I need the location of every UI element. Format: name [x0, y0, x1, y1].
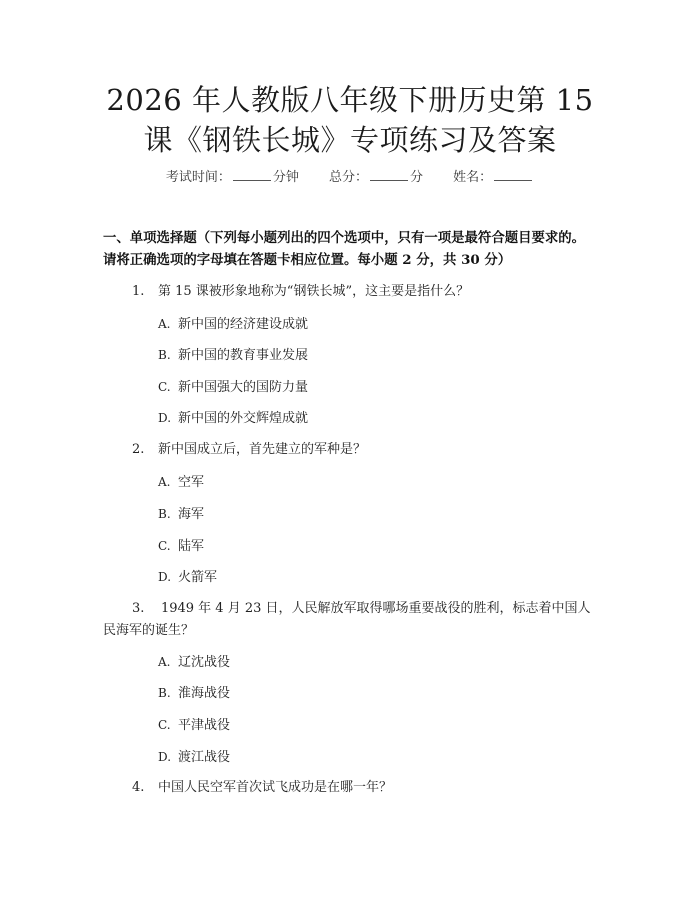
option-text: 火箭军: [178, 570, 218, 585]
q3-option-b: [158, 682, 230, 705]
option-letter: D.: [158, 750, 172, 764]
q3-option-a: [158, 651, 230, 674]
name-label: 姓名：: [453, 170, 493, 185]
option-text: 新中国的教育事业发展: [178, 348, 309, 363]
option-text: 淮海战役: [178, 686, 231, 701]
question-4: [132, 777, 602, 799]
q1-option-a: [158, 313, 308, 336]
option-letter: A.: [158, 475, 171, 489]
option-text: 空军: [178, 475, 205, 490]
question-text: 新中国成立后，首先建立的军种是？: [158, 442, 367, 457]
section-heading: 一、单项选择题（下列每小题列出的四个选项中，只有一项是最符合题目要求的。请将正确选项的字母填在答题卡相应位置。每小题 2 分，共 30 分）: [103, 230, 586, 268]
option-text: 渡江战役: [178, 750, 231, 765]
score-blank: [370, 168, 408, 181]
question-text: 第 15 课被形象地称为“钢铁长城”，这主要是指什么？: [158, 284, 470, 299]
exam-meta-line: [0, 166, 700, 185]
name-blank: [494, 168, 532, 181]
question-number: 1.: [132, 284, 145, 299]
student-name-field: [453, 170, 534, 185]
q2-option-a: [158, 471, 204, 494]
q3-option-c: [158, 714, 230, 737]
option-text: 辽沈战役: [178, 655, 231, 670]
option-letter: C.: [158, 539, 171, 553]
q2-option-b: [158, 503, 204, 526]
option-letter: C.: [158, 380, 171, 394]
option-letter: D.: [158, 411, 172, 425]
question-3: [103, 598, 595, 642]
option-text: 新中国强大的国防力量: [178, 380, 309, 395]
total-score-field: [329, 170, 427, 185]
q3-option-d: [158, 746, 230, 769]
option-text: 新中国的外交辉煌成就: [178, 411, 309, 426]
option-letter: D.: [158, 570, 172, 584]
question-number: 3.: [132, 601, 145, 616]
option-letter: B.: [158, 507, 171, 521]
option-text: 海军: [178, 507, 205, 522]
option-letter: C.: [158, 718, 171, 732]
question-2: [132, 439, 602, 461]
option-letter: A.: [158, 317, 171, 331]
option-letter: B.: [158, 686, 171, 700]
option-text: 平津战役: [178, 718, 231, 733]
q1-option-c: [158, 376, 308, 399]
question-text: 1949 年 4 月 23 日，人民解放军取得哪场重要战役的胜利，标志着中国人民海军的诞生？: [103, 601, 591, 638]
question-number: 2.: [132, 442, 145, 457]
question-text: 中国人民空军首次试飞成功是在哪一年？: [158, 780, 393, 795]
q1-option-b: [158, 344, 308, 367]
exam-time-field: [166, 170, 303, 185]
q2-option-d: [158, 566, 217, 589]
option-text: 新中国的经济建设成就: [178, 317, 309, 332]
score-label: 总分：: [328, 170, 368, 185]
time-label: 考试时间：: [165, 170, 231, 185]
question-1: [132, 281, 602, 303]
q2-option-c: [158, 535, 204, 558]
document-title: 2026 年人教版八年级下册历史第 15 课《钢铁长城》专项练习及答案: [106, 83, 594, 157]
option-text: 陆军: [178, 539, 205, 554]
option-letter: B.: [158, 348, 171, 362]
question-number: 4.: [132, 780, 145, 795]
time-unit: 分钟: [272, 170, 299, 185]
time-blank: [233, 168, 271, 181]
option-letter: A.: [158, 655, 171, 669]
score-unit: 分: [410, 170, 424, 185]
q1-option-d: [158, 407, 308, 430]
